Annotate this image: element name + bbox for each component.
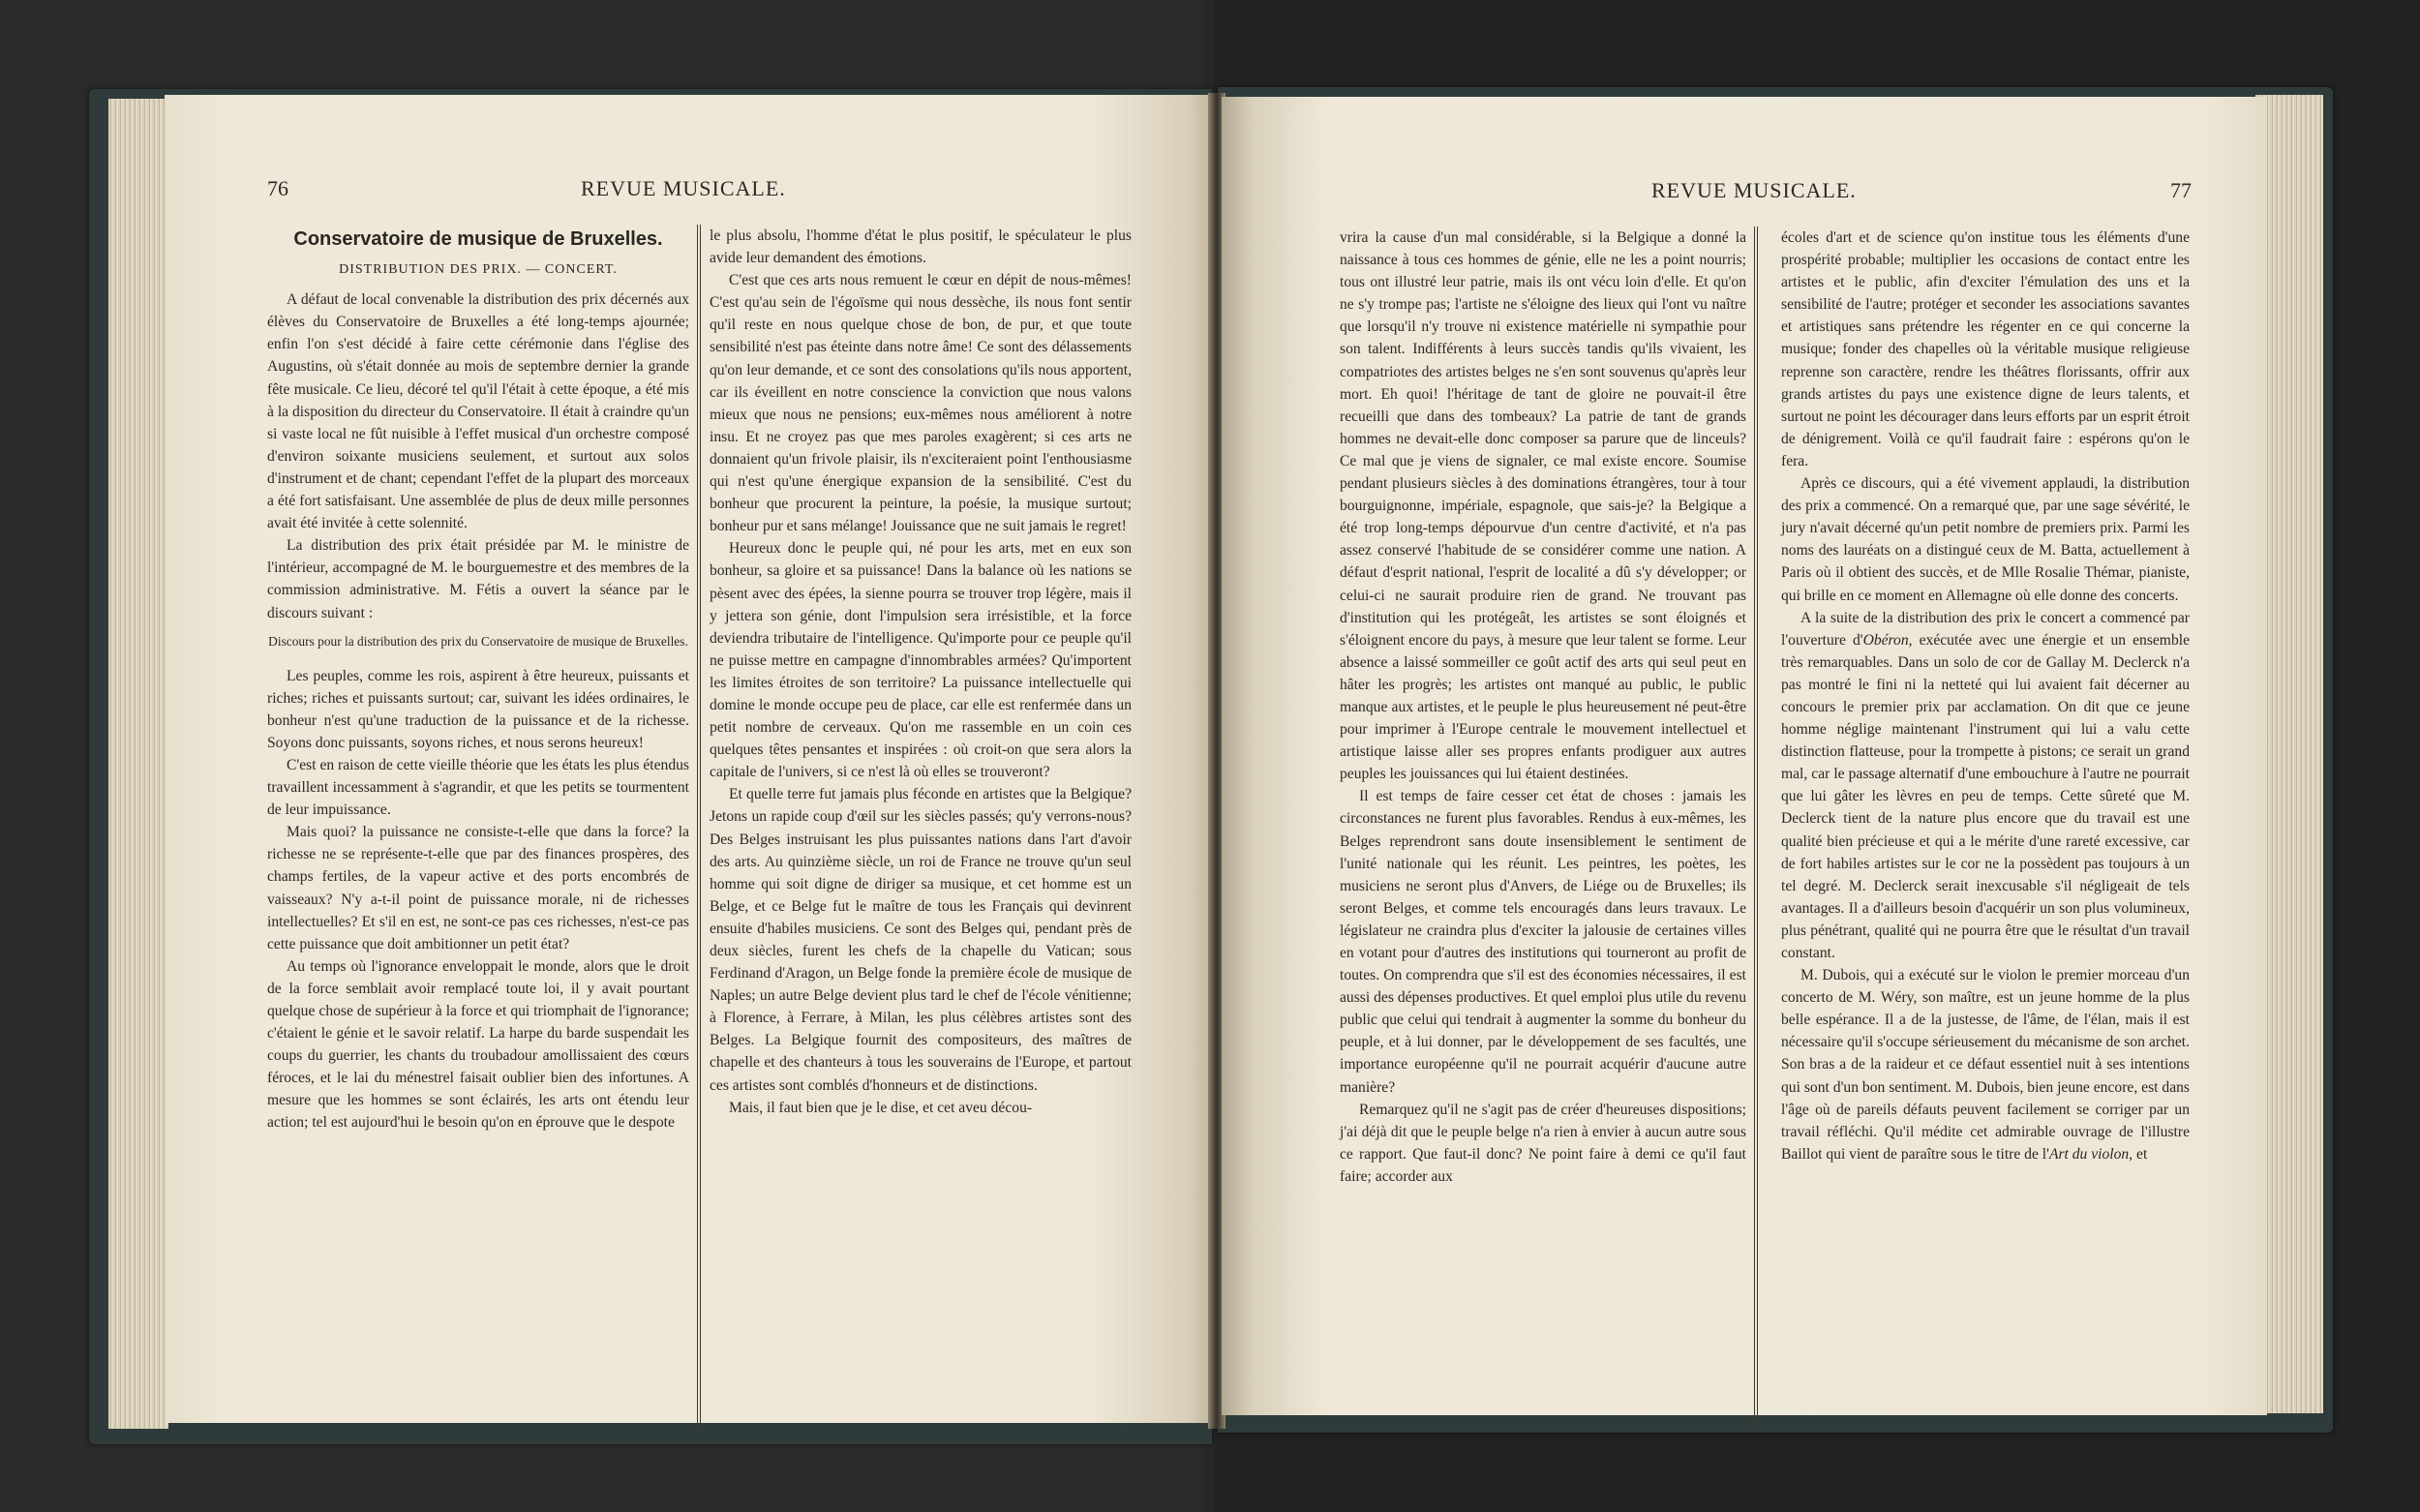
page-edges-left: [108, 99, 168, 1429]
right-page-column-1: [1340, 227, 1746, 1188]
paragraph: le plus absolu, l'homme d'état le plus positif, le spéculateur le plus avide leur demandent des émotions.: [710, 227, 1132, 267]
paragraph: Au temps où l'ignorance enveloppait le monde, alors que le droit de la force semblait avoir remplacé toute loi, il y avait pourtant quelque chose de supérieur à la force et qui triomphait de l'ignorance; c'étaient le génie et le savoir relatif. La harpe du barde suspendait les coups du guerrier, les chants du troubadour amollissaient des cœurs féroces, et le lai du ménestrel faisait oublier bien des infortunes. A mesure que les hommes se sont éclairés, les arts ont étendu leur action; tel est aujourd'hui le besoin qu'on en éprouve que le despote: [267, 957, 689, 1132]
paragraph: Mais quoi? la puissance ne consiste-t-elle que dans la force? la richesse ne se représente-t-elle que par des finances prospères, des champs fertiles, de la vapeur active et des ports encombrés de vaisseaux? N'y a-t-il point de puissance morale, ni de richesses intellectuelles? Et s'il en est, ne sont-ce pas ces richesses, n'est-ce pas cette puissance que doit ambitionner un petit état?: [267, 824, 689, 953]
paragraph: Il est temps de faire cesser cet état de choses : jamais les circonstances ne furent plus favorables. Rendus à eux-mêmes, les Belges reprendront sans doute insensiblement le sentiment de l'unité nationale qui les réunit. Les peintres, les poètes, les musiciens ne seront plus d'Anvers, de Liége ou de Bruxelles; ils seront Belges, et comme tels encouragés dans leurs travaux. Le législateur ne craindra plus d'exciter la jalousie de certaines villes en votant pour d'autres des institutions qui tourneront au profit de toutes. On comprendra que s'il est des économies nécessaires, il est aussi des dépenses productives. Et quel emploi plus utile du revenu public que celui qui tendrait à augmenter la somme du bonheur du peuple, et à lui donner, par le développement de ses facultés, une importance européenne qu'il ne pourrait acquérir d'aucune autre manière?: [1340, 788, 1746, 1096]
article-title: Conservatoire de musique de Bruxelles.: [293, 228, 663, 250]
left-page-column-1: [267, 225, 689, 1134]
work-title: Obéron: [1862, 631, 1909, 649]
paragraph: Après ce discours, qui a été vivement applaudi, la distribution des prix a commencé. On a remarqué que, par une sage sévérité, le jury n'avait décerné qu'un petit nombre de premiers prix. Parmi les noms des lauréats on a distingué ceux de M. Batta, actuellement à Paris où il obtient des succès, et de Mlle Rosalie Thémar, pianiste, qui brille en ce moment en Allemagne où elle donne des concerts.: [1781, 475, 2190, 604]
paragraph: C'est que ces arts nous remuent le cœur en dépit de nous-mêmes! C'est qu'au sein de l'égoïsme qui nous dessèche, ils nous font sentir qu'il reste en nous quelque chose de bon, de pur, et que toute sensibilité n'est pas éteinte dans notre âme! Ce sont des délassements qu'on leur demande, et ce sont des consolations qu'ils nous apportent, car ils éveillent en notre conscience la conviction que nous valons mieux que nous ne pensions; eux-mêmes nous améliorent à notre insu. Et ne croyez pas que mes paroles exagèrent; si ces arts ne donnaient qu'un frivole plaisir, ils n'exciteraient point l'enthousiasme qui n'est qu'une énergique expansion de la sensibilité. C'est du bonheur que procurent la peinture, la poésie, la musique surtout; bonheur pur et sans mélange! Jouissance que ne suit jamais le regret!: [710, 272, 1132, 535]
paragraph: Mais, il faut bien que je le dise, et cet aveu décou-: [729, 1099, 1033, 1116]
paragraph: C'est en raison de cette vieille théorie que les états les plus étendus travaillent incessamment à s'agrandir, et que les petits se tourmentent de leur impuissance.: [267, 756, 689, 819]
paragraph: A la suite de la distribution des prix le concert a commencé par l'ouverture d'Obéron, exécutée avec une énergie et un ensemble très remarquables. Dans un solo de cor de Gallay M. Declerck n'a pas montré le fini ni la netteté qui lui avaient fait décerner au concours le premier prix par acclamation. On dit que ce jeune homme néglige maintenant l'instrument qui lui a valu cette distinction flatteuse, pour la trompette à pistons; ce serait un grand mal, car le passage alternatif d'une embouchure à l'autre ne pourrait que lui gâter les lèvres en peu de temps. Cette sûreté que M. Declerck tient de la nature plus encore que du travail est une qualité bien précieuse et qui a le mérite d'une rareté excessive, car de fort habiles artistes sur le cor ne la possèdent pas toujours à un tel degré. M. Declerck serait inexcusable s'il négligeait de tels avantages. Il a d'ailleurs besoin d'acquérir un son plus volumineux, plus pénétrant, qualité qui ne pourra être que le résultat d'un travail constant.: [1781, 609, 2190, 961]
right-page-column-2: [1781, 227, 2190, 1165]
column-divider: [697, 225, 701, 1429]
discours-heading: Discours pour la distribution des prix du Conservatoire de musique de Bruxelles.: [268, 633, 688, 649]
page-number-left: 76: [267, 176, 288, 200]
left-page-column-2: [710, 225, 1132, 1119]
paragraph: M. Dubois, qui a exécuté sur le violon le premier morceau d'un concerto de M. Wéry, son maître, est un jeune homme de la plus belle espérance. Il a de la justesse, de l'âme, de l'élan, mais il est nécessaire qu'il s'occupe sérieusement du mécanisme de son archet. Son bras a de la raideur et ce défaut essentiel nuit à ses intentions qui sont d'un bon sentiment. M. Dubois, bien jeune encore, est dans l'âge où de pareils défauts peuvent facilement se corriger par un travail réfléchi. Qu'il médite cet admirable ouvrage de l'illustre Baillot qui vient de paraître sous le titre de l'Art du violon, et: [1781, 967, 2190, 1163]
right-page: [1222, 97, 2267, 1415]
left-page: [165, 95, 1220, 1423]
running-header-left: REVUE MUSICALE.: [581, 176, 786, 200]
paragraph: A défaut de local convenable la distribution des prix décernés aux élèves du Conservatoire de Bruxelles a été long-temps ajournée; enfin l'on s'est décidé à faire cette cérémonie dans l'église des Augustins, où s'était donnée au mois de septembre dernier la grande fête musicale. Ce lieu, décoré tel qu'il l'était à cette époque, a été mis à la disposition du directeur du Conservatoire. Il était à craindre qu'un si vaste local ne fût nuisible à l'effet musical d'un orchestre composé d'environ soixante musiciens seulement, et surtout aux solos d'instrument et de chant; cependant l'effet de la plupart des morceaux a été fort satisfaisant. Une assemblée de plus de deux mille personnes avait été invitée à cette solennité.: [267, 291, 689, 532]
paragraph: La distribution des prix était présidée par M. le ministre de l'intérieur, accompagné de M. le bourguemestre et des membres de la commission administrative. M. Fétis a ouvert la séance par le discours suivant :: [267, 537, 689, 621]
article-subtitle: DISTRIBUTION DES PRIX. — CONCERT.: [339, 262, 618, 278]
page-number-right: 77: [2170, 178, 2192, 202]
paragraph: Remarquez qu'il ne s'agit pas de créer d'heureuses dispositions; j'ai déjà dit que le peuple belge n'a rien à envier à aucun autre sous ce rapport. Que faut-il donc? Ne point faire à demi ce qu'il faut faire; accorder aux: [1340, 1101, 1746, 1185]
paragraph: écoles d'art et de science qu'on institue tous les éléments d'une prospérité probable; multiplier les occasions de contact entre les artistes et le public, afin d'exciter l'émulation des uns et la sensibilité de l'autre; protéger et seconder les associations savantes et artistiques sans prétendre les régenter en ce qui concerne la musique; fonder des chapelles où la véritable musique religieuse reprenne son caractère, rendre les théâtres florissants, offrir aux grands artistes du pays une existence digne de leurs talents, et surtout ne point les décourager dans leurs efforts par un esprit étroit de dénigrement. Voilà ce qu'il faudrait faire : espérons qu'on le fera.: [1781, 229, 2190, 469]
running-header-right: REVUE MUSICALE.: [1651, 178, 1857, 202]
column-divider: [1754, 227, 1758, 1431]
paragraph: Heureux donc le peuple qui, né pour les arts, met en eux son bonheur, sa gloire et sa puissance! Dans la balance où les nations se pèsent avec des épées, la sienne pourra se trouver trop légère, mais il y jettera son génie, dont l'impulsion sera irrésistible, et la force deviendra tributaire de l'intelligence. Qu'importe pour ce peuple qu'il ne puisse mettre en campagne d'innombrables armées? Qu'importent les limites étroites de son territoire? La puissance intellectuelle qui domine le monde occupe peu de place, car elle est renfermée dans un petit nombre de cerveaux. Qu'on me rassemble en un coin ces quelques têtes pensantes et inspirées : où croit-on que sera alors la capitale de l'univers, si ce n'est là où elles se trouveront?: [710, 540, 1132, 781]
work-title: Art du violon: [2048, 1145, 2130, 1163]
paragraph: Les peuples, comme les rois, aspirent à être heureux, puissants et riches; riches et puissants surtout; car, suivant les idées ordinaires, le bonheur n'est qu'une traduction de la puissance et de la richesse. Soyons donc puissants, soyons riches, et nous serons heureux!: [267, 667, 689, 751]
paragraph: Et quelle terre fut jamais plus féconde en artistes que la Belgique? Jetons un rapide coup d'œil sur les siècles passés; qu'y verrons-nous? Des Belges instruisant les plus puissantes nations dans l'art d'avoir des arts. Au quinzième siècle, un roi de France ne trouve qu'un seul homme qui soit digne de diriger sa musique, et cet homme est un Belge, et ce Belge fut le maître de tous les Français qui devinrent ensuite d'habiles musiciens. Ce sont des Belges qui, pendant près de deux siècles, furent les chefs de la chapelle du Vatican; sous Ferdinand d'Aragon, un Belge fonde la première école de musique de Naples; un autre Belge devient plus tard le chef de l'école vénitienne; à Florence, à Ferrare, à Milan, les plus célèbres artistes sont des Belges. La Belgique fournit des compositeurs, des maîtres de chapelle et des chanteurs à tous les souverains de l'Europe, et partout ces artistes sont comblés d'honneurs et de distinctions.: [710, 786, 1132, 1094]
paragraph: vrira la cause d'un mal considérable, si la Belgique a donné la naissance à tous ces hommes de génie, elle ne les a point nourris; tous ont illustré leur patrie, mais ils ont vécu loin d'elle. Et qu'on ne s'y trompe pas; l'artiste ne s'éloigne des lieux qui l'ont vu naître que lorsqu'il n'y trouve ni existence matérielle ni sympathie pour son talent. Indifférents à leurs succès tandis qu'ils vivaient, les compatriotes des artistes belges ne s'en sont souvenus qu'après leur mort. Eh quoi! l'héritage de tant de gloire ne pouvait-il être recueilli que dans des tombeaux? La patrie de tant de grands hommes ne devait-elle donc composer sa parure que de linceuls? Ce mal que je viens de signaler, ce mal existe encore. Soumise pendant plusieurs siècles à des dominations étrangères, tour à tour bourguignonne, impériale, espagnole, que sais-je? la Belgique a été trop long-temps dépourvue d'un centre d'activité, et n'a pas assez conservé l'habitude de se considérer comme une nation. A défaut d'esprit national, l'esprit de localité a dû s'y développer; or celui-ci ne saurait produire rien de grand. Ne trouvant pas d'institution qui les protégeât, les artistes se sont éloignés et s'éloignent encore du pays, à mesure que leur talent se forme. Leur absence a laissé sommeiller ce goût actif des arts qui seul peut en hâter les progrès; les artistes ont manqué au public, le public manque aux artistes, et le peuple le plus heureusement né peut-être pour imprimer à l'Europe centrale le mouvement intellectuel et artistique laisse aller ses propres enfants prodiguer aux autres peuples les jouissances qui lui étaient destinées.: [1340, 229, 1746, 783]
